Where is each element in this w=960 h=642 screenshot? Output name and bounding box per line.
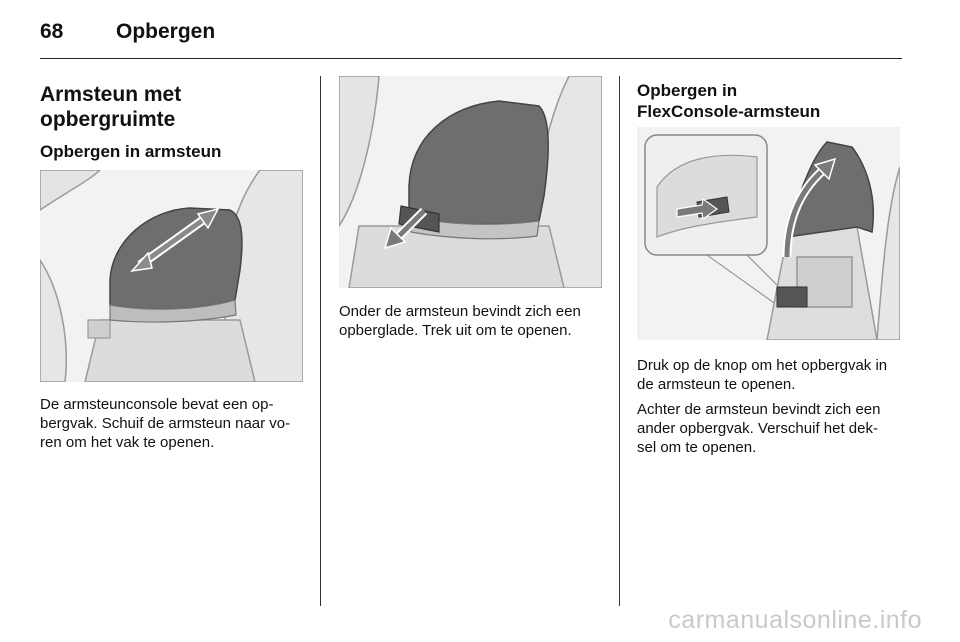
armrest-storage-illustration [40, 170, 303, 382]
flexconsole-open-drawing [637, 127, 900, 340]
text-line: Druk op de knop om het opbergvak in [637, 357, 888, 374]
armrest-slide-drawing [40, 170, 303, 382]
flexconsole-heading [637, 80, 820, 122]
drawer-illustration [339, 76, 602, 288]
armrest-description [40, 395, 310, 452]
drawer-description [339, 302, 609, 340]
flexconsole-heading-line: Opbergen in [637, 81, 738, 100]
text-line: Onder de armsteun bevindt zich een [339, 303, 581, 320]
text-line: ren om het vak te openen. [40, 434, 215, 451]
text-line: de armsteun te openen. [637, 376, 796, 393]
column-divider-left [320, 76, 321, 606]
text-line: bergvak. Schuif de armsteun naar vo- [40, 415, 291, 432]
section-heading [40, 82, 181, 132]
text-line: Achter de armsteun bevindt zich een [637, 401, 881, 418]
drawer-pull-drawing [339, 76, 602, 288]
text-line: ander opbergvak. Verschuif het dek- [637, 420, 878, 437]
header-rule [40, 58, 902, 59]
watermark: carmanualsonline.info [668, 606, 922, 634]
page-header-title: Opbergen [116, 20, 216, 43]
flexconsole-cover-description [637, 400, 907, 457]
column-divider-right [619, 76, 620, 606]
text-line: De armsteunconsole bevat een op- [40, 396, 274, 413]
flexconsole-illustration [637, 127, 900, 340]
flexconsole-button-description [637, 356, 907, 394]
subsection-heading: Opbergen in armsteun [40, 142, 222, 161]
text-line: sel om te openen. [637, 439, 757, 456]
page-number: 68 [40, 20, 64, 43]
flexconsole-heading-line: FlexConsole-armsteun [637, 102, 821, 121]
section-heading-line: opbergruimte [40, 108, 176, 131]
text-line: opberglade. Trek uit om te openen. [339, 322, 572, 339]
section-heading-line: Armsteun met [40, 83, 182, 106]
